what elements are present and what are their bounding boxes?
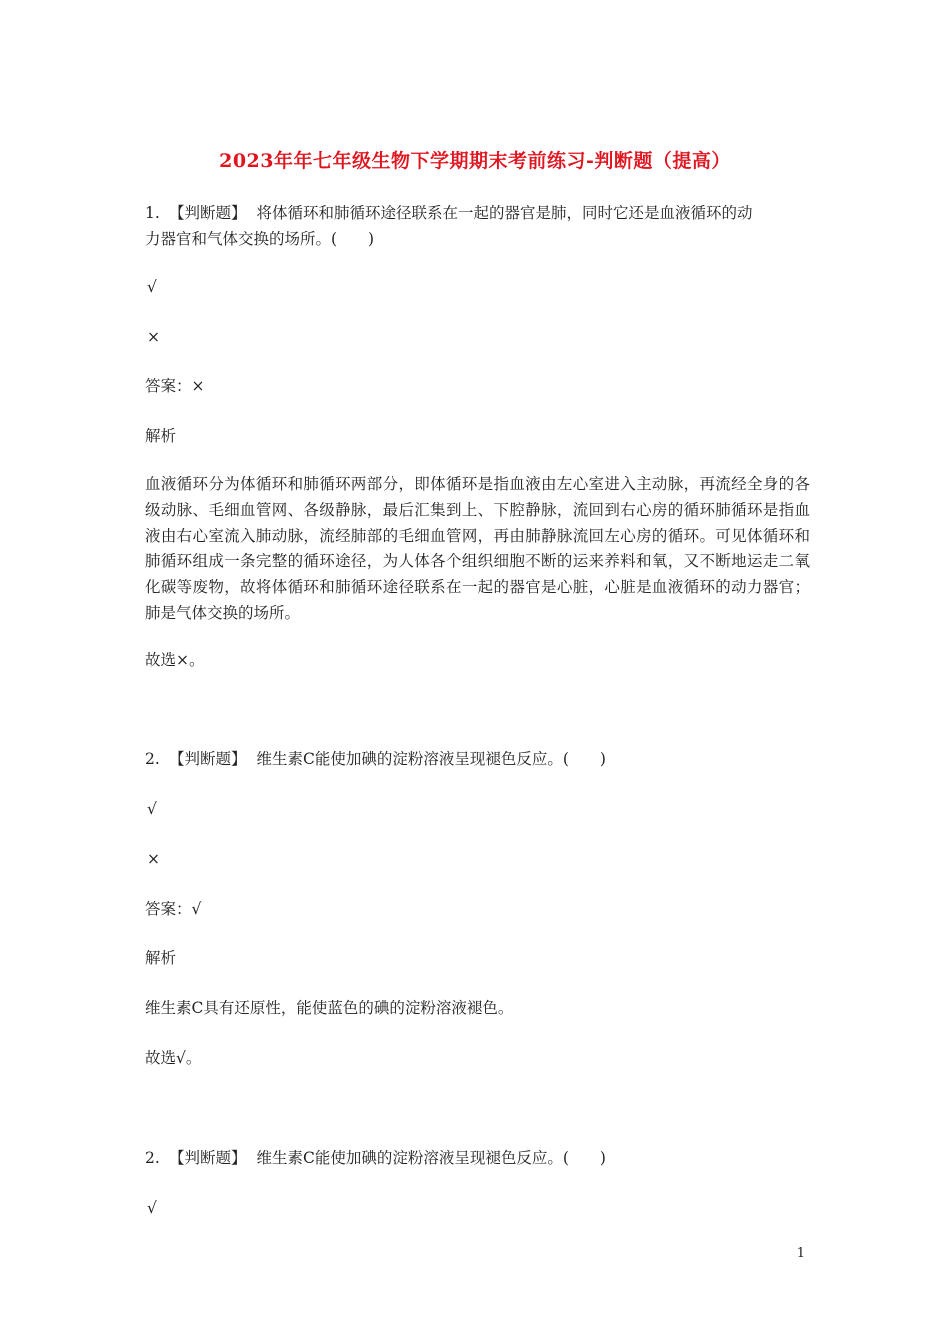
question-1-line-2: 力器官和气体交换的场所。( ) <box>145 230 375 248</box>
question-1-line-1 <box>145 201 810 225</box>
question-text: 将体循环和肺循环途径联系在一起的器官是肺，同时它还是血液循环的动 <box>256 204 753 222</box>
conclusion: 故选×。 <box>145 651 205 669</box>
question-text: 维生素C能使加碘的淀粉溶液呈现褪色反应。( ) <box>256 1149 606 1167</box>
answer: 答案：× <box>145 377 205 395</box>
analysis-text: 维生素C具有还原性，能使蓝色的碘的淀粉溶液褪色。 <box>145 999 514 1017</box>
question-type-tag: 【判断题】 <box>169 750 247 768</box>
question-type-tag: 【判断题】 <box>169 204 247 222</box>
option-false: × <box>147 850 160 868</box>
question-text: 维生素C能使加碘的淀粉溶液呈现褪色反应。( ) <box>256 750 606 768</box>
question-number: 1. <box>145 204 160 222</box>
question-2-line-1 <box>145 747 810 771</box>
question-type-tag: 【判断题】 <box>169 1149 247 1167</box>
analysis-label: 解析 <box>145 427 177 445</box>
question-number: 2. <box>145 1149 160 1167</box>
conclusion: 故选√。 <box>145 1049 202 1067</box>
question-number: 2. <box>145 750 160 768</box>
option-true: √ <box>147 1199 157 1217</box>
page-number: 1 <box>796 1246 805 1261</box>
analysis-label: 解析 <box>145 949 177 967</box>
option-false: × <box>147 328 160 346</box>
option-true: √ <box>147 278 157 296</box>
answer: 答案：√ <box>145 900 202 918</box>
question-3-line-1 <box>145 1146 810 1170</box>
analysis-text: 血液循环分为体循环和肺循环两部分，即体循环是指血液由左心室进入主动脉，再流经全身的各级动脉、毛细血管网、各级静脉，最后汇集到上、下腔静脉，流回到右心房的循环肺循环是指血液由右心室流入肺动脉，流经肺部的毛细血管网，再由肺静脉流回左心房的循环。可见体循环和肺循环组成一条完整的循环途径，为人体各个组织细胞不断的运来养料和氧，又不断地运走二氧化碳等废物，故将体循环和肺循环途径联系在一起的器官是心脏，心脏是血液循环的动力器官；肺是气体交换的场所。 <box>145 475 810 622</box>
option-true: √ <box>147 800 157 818</box>
page-title: 2023年年七年级生物下学期期末考前练习-判断题（提高） <box>219 150 731 172</box>
